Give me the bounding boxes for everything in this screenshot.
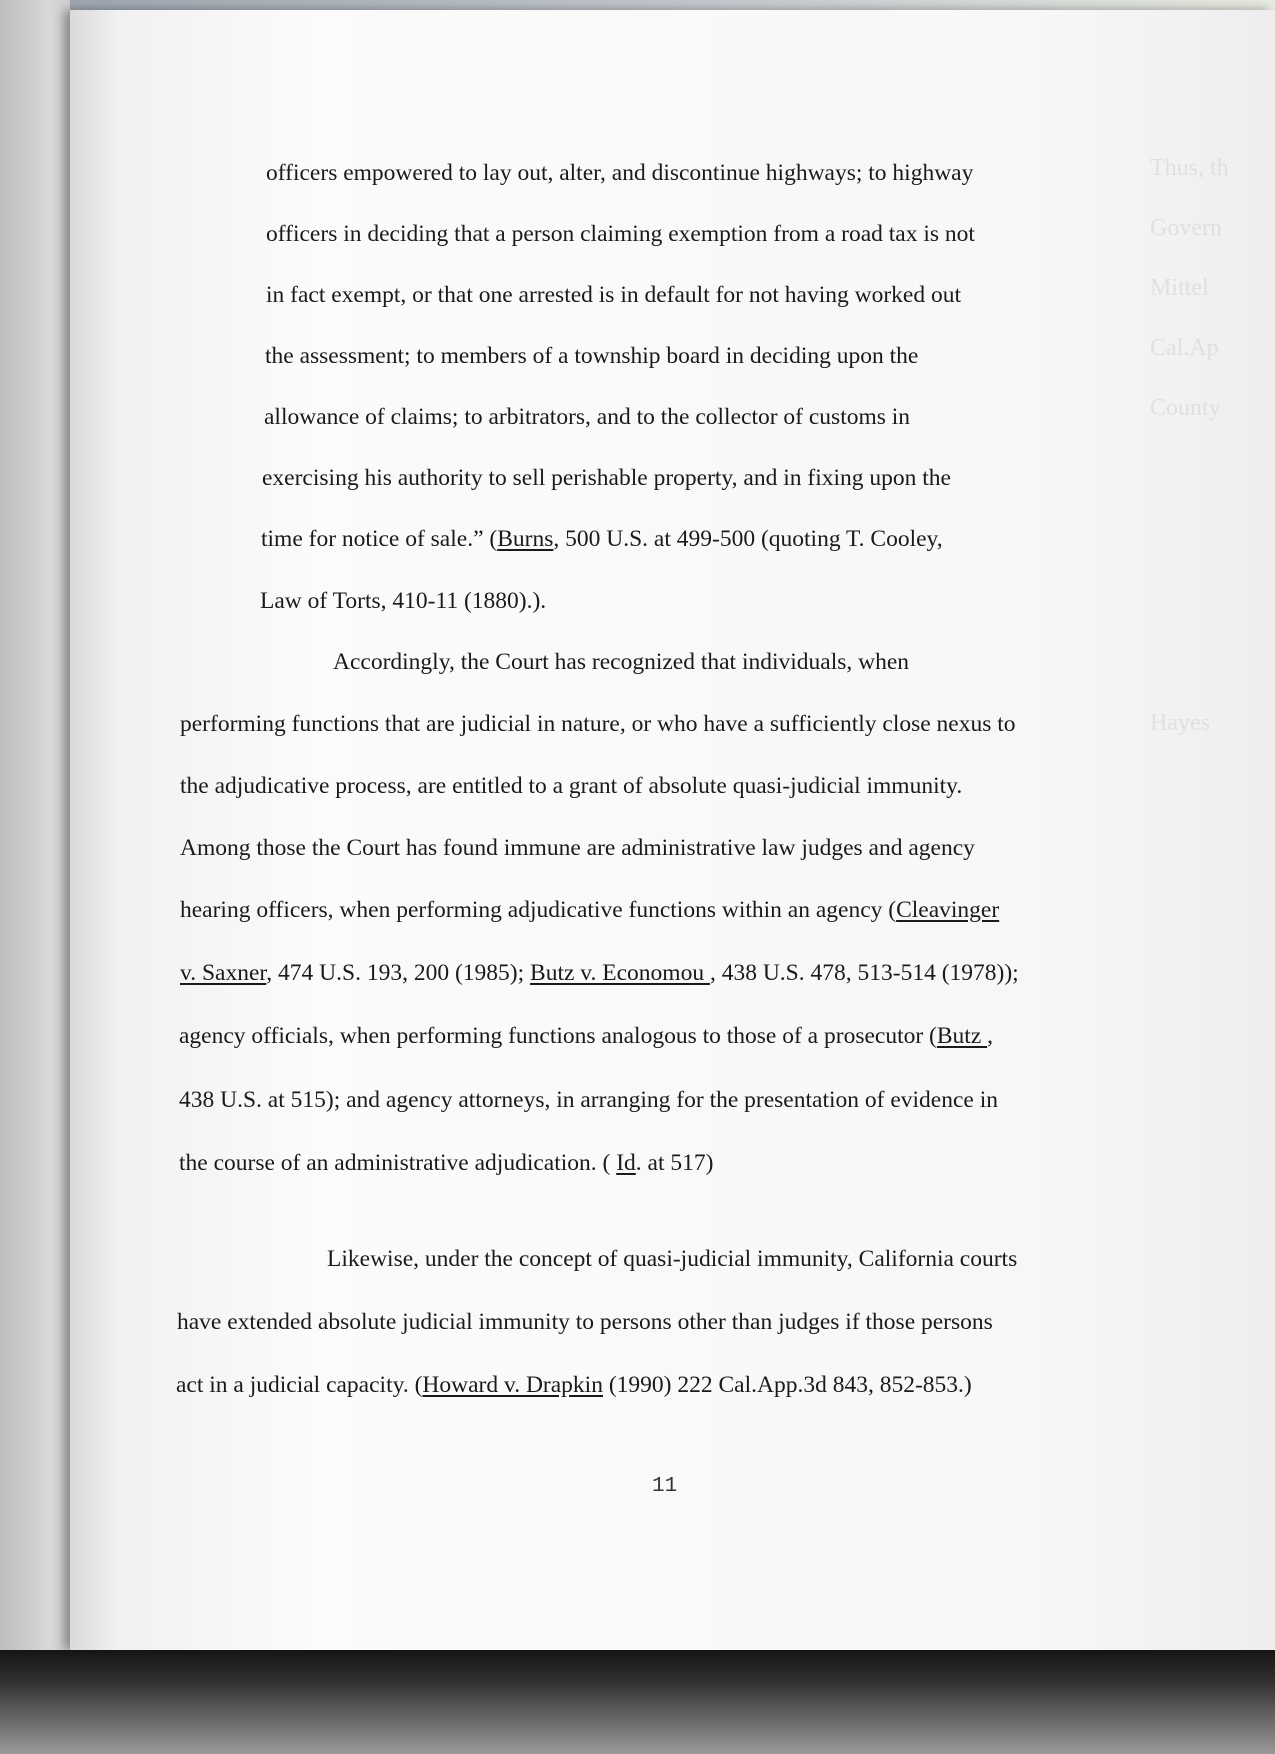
text-line: the assessment; to members of a township board in deciding upon the [265,343,919,369]
page-left-margin [0,0,70,1650]
text-line: Accordingly, the Court has recognized that individuals, when [333,649,910,675]
text-line [179,1025,993,1049]
text-line [176,1374,972,1398]
text-line: Law of Torts, 410-11 (1880).). [260,588,547,614]
text-segment: (1990) 222 Cal.App.3d 843, 852-853.) [602,1372,972,1398]
text-segment: hearing officers, when performing adjudicative functions within an agency ( [180,897,897,923]
text-segment: agency officials, when performing functions analogous to those of a prosecutor ( [179,1023,937,1049]
text-segment: , 474 U.S. 193, 200 (1985); [266,960,531,986]
text-line: Among those the Court has found immune are administrative law judges and agency [180,835,975,861]
text-line: 438 U.S. at 515); and agency attorneys, in arranging for the presentation of evidence in [179,1087,998,1113]
case-citation: Howard v. Drapkin [422,1372,603,1398]
case-citation: Id [616,1150,636,1176]
scanner-bottom-edge [0,1650,1275,1754]
text-line: allowance of claims; to arbitrators, and to the collector of customs in [264,404,911,430]
case-citation: v. Saxner [180,960,267,986]
text-line [179,1152,713,1176]
text-segment: . at 517) [635,1150,714,1176]
bleed-through: Cal.Ap [1150,335,1219,361]
text-line: exercising his authority to sell perishable property, and in fixing upon the [262,465,951,491]
text-line: have extended absolute judicial immunity to persons other than judges if those persons [177,1309,993,1335]
bleed-through: Thus, th [1150,155,1229,181]
text-line [261,528,943,552]
case-citation: Butz [936,1023,988,1049]
text-line: in fact exempt, or that one arrested is in default for not having worked out [266,282,961,308]
text-segment: time for notice of sale.” ( [261,526,498,552]
bleed-through: Hayes [1150,710,1210,736]
text-segment: , [987,1023,994,1049]
bleed-through: Govern [1150,215,1222,241]
case-citation: Cleavinger [896,897,1000,923]
text-line [180,899,999,923]
text-line: the adjudicative process, are entitled to a grant of absolute quasi-judicial immunity. [180,773,963,799]
text-segment: the course of an administrative adjudication. ( [179,1150,617,1176]
text-line: officers empowered to lay out, alter, and discontinue highways; to highway [266,160,974,186]
bleed-through: County [1150,395,1221,421]
text-segment: act in a judicial capacity. ( [176,1372,423,1398]
text-segment: , 500 U.S. at 499-500 (quoting T. Cooley, [553,526,943,552]
case-citation: Burns [497,526,554,552]
page-number: 11 [652,1475,678,1498]
bleed-through: Mittel [1150,275,1209,301]
text-line: officers in deciding that a person claiming exemption from a road tax is not [266,221,975,247]
case-citation: Butz v. Economou [530,960,710,986]
text-line: Likewise, under the concept of quasi-judicial immunity, California courts [327,1246,1018,1272]
text-line [180,962,1019,986]
document-page [70,10,1275,1650]
text-line: performing functions that are judicial in nature, or who have a sufficiently close nexus to [180,711,1016,737]
text-segment: , 438 U.S. 478, 513-514 (1978)); [709,960,1019,986]
